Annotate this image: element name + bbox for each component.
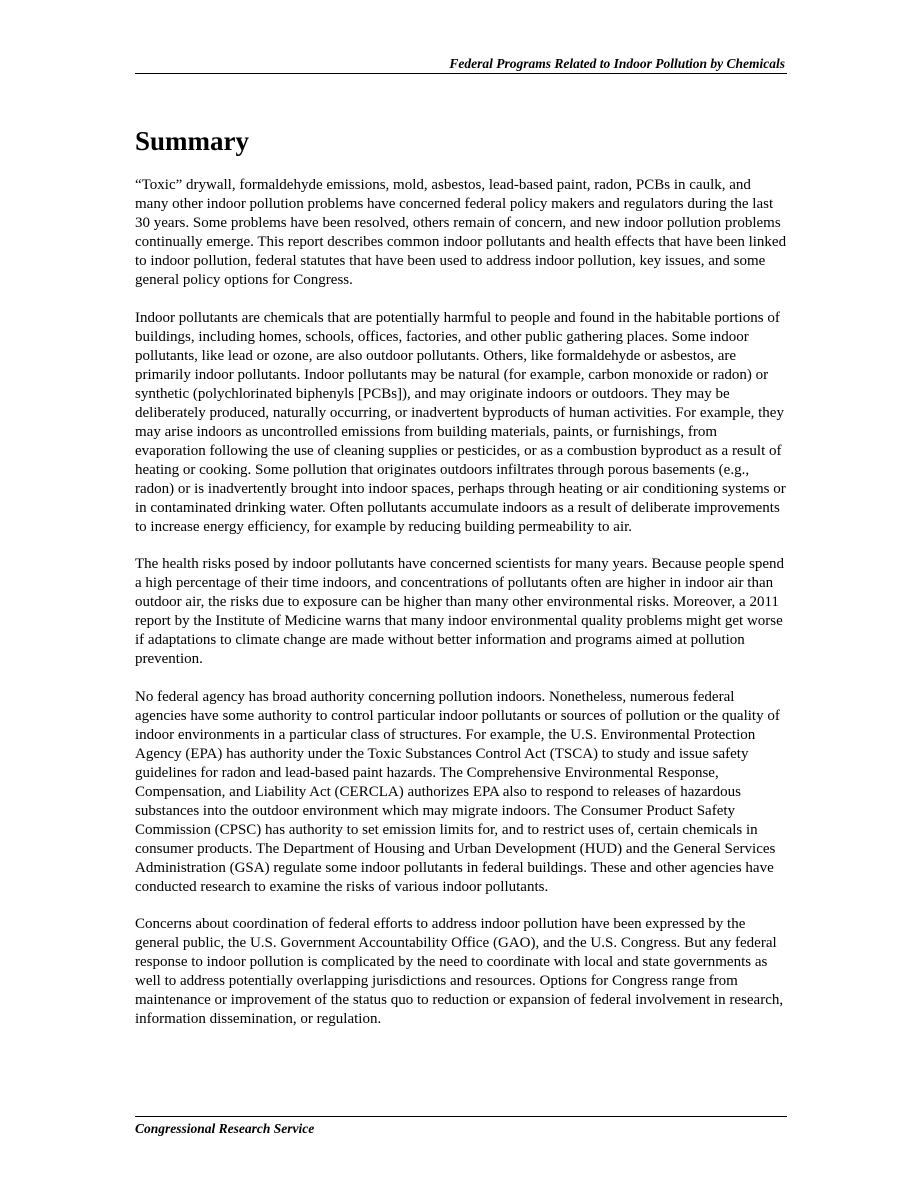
paragraph-2: Indoor pollutants are chemicals that are potentially harmful to people and found in the habitable portions of buildings, including homes, schools, offices, factories, and other public gathering places. Some indoor pollutants, like lead or ozone, are also outdoor pollutants. Others, like formaldehyde or asbestos, are primarily indoor pollutants. Indoor pollutants may be natural (for example, carbon monoxide or radon) or synthetic (polychlorinated biphenyls [PCBs]), and may originate indoors or outdoors. They may be deliberately produced, naturally occurring, or inadvertent byproducts of human activities. For example, they may arise indoors as uncontrolled emissions from building materials, paints, or furnishings, from evaporation following the use of cleaning supplies or pesticides, or as a combustion byproduct as a result of heating or cooking. Some pollution that originates outdoors infiltrates through porous basements (e.g., radon) or is inadvertently brought into indoor spaces, perhaps through heating or air conditioning systems or in contaminated drinking water. Often pollutants accumulate indoors as a result of deliberate improvements to increase energy efficiency, for example by reducing building permeability to air. (135, 309, 786, 535)
paragraph-1: “Toxic” drywall, formaldehyde emissions, mold, asbestos, lead-based paint, radon, PCBs in caulk, and many other indoor pollution problems have concerned federal policy makers and regulators during the last 30 years. Some problems have been resolved, others remain of concern, and new indoor pollution problems continually emerge. This report describes common indoor pollutants and health effects that have been linked to indoor pollution, federal statutes that have been used to address indoor pollution, key issues, and some general policy options for Congress. (135, 177, 787, 288)
running-header (135, 55, 787, 74)
paragraph-5: Concerns about coordination of federal efforts to address indoor pollution have been expressed by the general public, the U.S. Government Accountability Office (GAO), and the U.S. Congress. But any federal response to indoor pollution is complicated by the need to coordinate with local and state governments as well to address potentially overlapping jurisdictions and resources. Options for Congress range from maintenance or improvement of the status quo to reduction or expansion of federal involvement in research, information dissemination, or regulation. (135, 916, 784, 1027)
section-title: Summary (135, 126, 249, 156)
paragraph-3: The health risks posed by indoor pollutants have concerned scientists for many years. Because people spend a high percentage of their time indoors, and concentrations of pollutants often are higher in indoor air than outdoor air, the risks due to exposure can be higher than many other environmental risks. Moreover, a 2011 report by the Institute of Medicine warns that many indoor environmental quality problems might get worse if adaptations to climate change are made without better information and programs aimed at pollution prevention. (135, 556, 784, 667)
running-header-title: Federal Programs Related to Indoor Pollution by Chemicals (449, 56, 785, 71)
footer-organization: Congressional Research Service (135, 1121, 315, 1136)
paragraph-4: No federal agency has broad authority concerning pollution indoors. Nonetheless, numerous federal agencies have some authority to control particular indoor pollutants or sources of pollution or the quality of indoor environments in a particular class of structures. For example, the U.S. Environmental Protection Agency (EPA) has authority under the Toxic Substances Control Act (TSCA) to study and issue safety guidelines for radon and lead-based paint hazards. The Comprehensive Environmental Response, Compensation, and Liability Act (CERCLA) authorizes EPA also to respond to releases of hazardous substances into the outdoor environment which may migrate indoors. The Consumer Product Safety Commission (CPSC) has authority to set emission limits for, and to restrict uses of, certain chemicals in consumer products. The Department of Housing and Urban Development (HUD) and the General Services Administration (GSA) regulate some indoor pollutants in federal buildings. These and other agencies have conducted research to examine the risks of various indoor pollutants. (135, 688, 780, 895)
running-footer (135, 1116, 787, 1136)
summary-body (135, 176, 787, 1048)
